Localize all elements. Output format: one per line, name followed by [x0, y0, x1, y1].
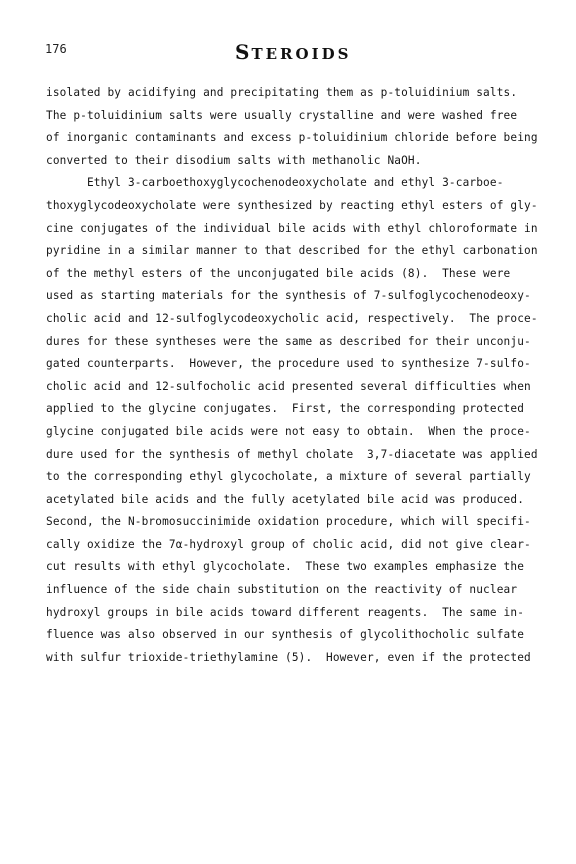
text-line: converted to their disodium salts with methanolic NaOH.: [46, 153, 422, 167]
text-line: thoxyglycodeoxycholate were synthesized by reacting ethyl esters of gly-: [46, 198, 538, 212]
text-line: isolated by acidifying and precipitating them as p-toluidinium salts.: [46, 86, 518, 99]
text-line: dure used for the synthesis of methyl cholate 3,7-diacetate was applied: [46, 447, 538, 461]
page-number: 176: [45, 42, 67, 56]
text-line: fluence was also observed in our synthesis of glycolithocholic sulfate: [46, 628, 525, 642]
text-line: acetylated bile acids and the fully acetylated bile acid was produced.: [46, 492, 525, 506]
text-line: Ethyl 3-carboethoxyglycochenodeoxycholate and ethyl 3-carboe-: [46, 176, 504, 190]
body-text: [46, 82, 538, 669]
text-line: cine conjugates of the individual bile acids with ethyl chloroformate in: [46, 221, 538, 235]
text-line: Second, the N-bromosuccinimide oxidation procedure, which will specifi-: [46, 515, 531, 529]
text-line: The p-toluidinium salts were usually crystalline and were washed free: [46, 108, 518, 122]
text-line: cally oxidize the 7α-hydroxyl group of cholic acid, did not give clear-: [46, 537, 531, 551]
text-line: of the methyl esters of the unconjugated bile acids (8). These were: [46, 266, 511, 280]
text-line: gated counterparts. However, the procedure used to synthesize 7-sulfo-: [46, 357, 531, 371]
journal-title-rest: TEROIDS: [251, 45, 352, 63]
text-line: of inorganic contaminants and excess p-toluidinium chloride before being: [46, 131, 538, 145]
page-header: [45, 40, 535, 64]
text-line: to the corresponding ethyl glycocholate, a mixture of several partially: [46, 470, 531, 484]
text-line: influence of the side chain substitution on the reactivity of nuclear: [46, 583, 518, 597]
journal-title: [235, 40, 351, 64]
text-line: glycine conjugated bile acids were not easy to obtain. When the proce-: [46, 424, 531, 438]
text-line: cut results with ethyl glycocholate. These two examples emphasize the: [46, 560, 525, 574]
text-line: with sulfur trioxide-triethylamine (5). However, even if the protected: [46, 650, 531, 664]
text-line: cholic acid and 12-sulfocholic acid presented several difficulties when: [46, 379, 531, 393]
text-line: used as starting materials for the synthesis of 7-sulfoglycochenodeoxy-: [46, 289, 531, 303]
text-line: dures for these syntheses were the same as described for their unconju-: [46, 334, 531, 348]
text-line: hydroxyl groups in bile acids toward different reagents. The same in-: [46, 605, 525, 619]
text-line: applied to the glycine conjugates. First, the corresponding protected: [46, 402, 525, 416]
text-line: cholic acid and 12-sulfoglycodeoxycholic acid, respectively. The proce-: [46, 311, 538, 325]
text-line: pyridine in a similar manner to that described for the ethyl carbonation: [46, 244, 538, 258]
journal-title-initial: S: [235, 40, 252, 64]
